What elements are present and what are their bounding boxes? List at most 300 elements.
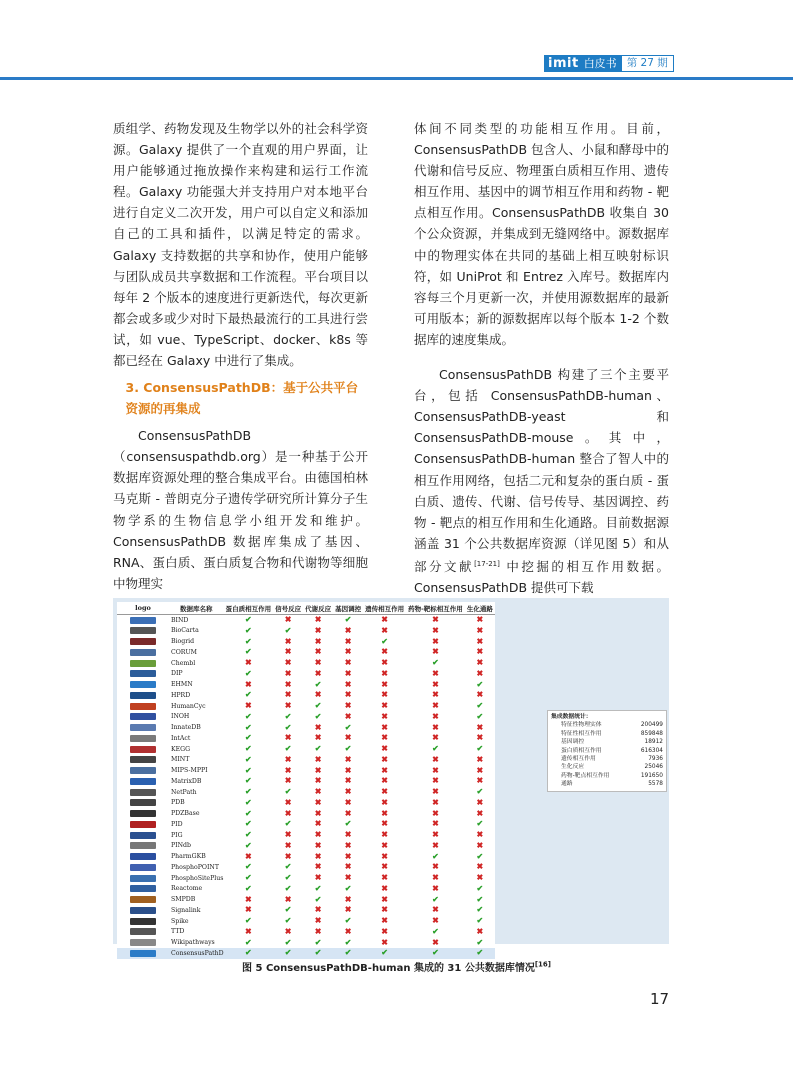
check-icon: ✔ (476, 904, 484, 915)
cross-icon: ✖ (381, 829, 388, 839)
database-name: DIP (169, 669, 224, 680)
database-name: PhosphoSitePlus (169, 873, 224, 884)
database-logo (117, 647, 169, 658)
cross-icon: ✖ (432, 710, 439, 721)
check-icon: ✔ (476, 743, 484, 753)
check-icon: ✔ (245, 786, 252, 796)
cross-icon: ✖ (344, 646, 352, 657)
cross-icon: ✖ (344, 807, 352, 818)
cross-icon: ✖ (245, 657, 252, 667)
cross-icon: ✖ (432, 753, 439, 764)
cross-icon: ✖ (381, 893, 388, 904)
cross-icon: ✖ (476, 796, 484, 807)
cross-icon: ✖ (344, 700, 352, 710)
cross-icon: ✖ (314, 635, 322, 646)
stats-row (551, 772, 663, 780)
cross-icon: ✖ (314, 721, 322, 732)
cross-icon: ✖ (476, 635, 484, 646)
check-icon: ✔ (284, 743, 292, 753)
logo-mark (130, 767, 156, 774)
cross-icon: ✖ (381, 732, 388, 743)
cross-icon: ✖ (344, 678, 352, 689)
cross-icon: ✖ (245, 850, 252, 861)
check-icon: ✔ (476, 710, 484, 721)
left-column (113, 118, 368, 594)
database-name: PIG (169, 830, 224, 841)
cross-icon: ✖ (314, 764, 322, 775)
cross-icon: ✖ (314, 786, 322, 796)
right-column (414, 118, 669, 598)
caption-ref: [16] (534, 960, 551, 969)
cross-icon: ✖ (381, 807, 388, 818)
database-logo (117, 841, 169, 852)
cross-icon: ✖ (344, 796, 352, 807)
column-header: 药物-靶标相互作用 (406, 602, 465, 615)
stats-label: 基因调控 (561, 739, 585, 746)
check-icon: ✔ (314, 700, 322, 710)
database-name: TTD (169, 927, 224, 938)
database-name: PDB (169, 798, 224, 809)
cross-icon: ✖ (344, 829, 352, 839)
logo-mark (130, 692, 156, 699)
cross-icon: ✖ (381, 689, 388, 700)
logo-mark (130, 724, 156, 731)
section-heading: 3. ConsensusPathDB：基于公共平台资源的再集成 (125, 380, 359, 417)
cross-icon: ✖ (314, 829, 322, 839)
check-icon: ✔ (432, 947, 439, 958)
logo-mark (130, 713, 156, 720)
cross-icon: ✖ (344, 925, 352, 936)
check-icon: ✔ (245, 882, 252, 893)
check-icon: ✔ (476, 786, 484, 796)
check-icon: ✔ (284, 915, 292, 925)
logo-mark (130, 950, 156, 957)
right-paragraph-2 (414, 364, 669, 598)
cross-icon: ✖ (284, 700, 292, 710)
left-paragraph-1: 质组学、药物发现及生物学以外的社会科学资源。Galaxy 提供了一个直观的用户界面，让用户能够通过拖放操作来构建和运行工作流程。Galaxy 功能强大并支持用户对本地平台进行自定义二次开发，用户可以自定义和添加自己的工具和插件，以满足特定的需求。Galaxy 支持数据的共享和协作，使用户能够与团队成员共享数据和工作流程。平台项目以每年 2 个版本的速度进行更新迭代，每次更新都会或多或少对时下最热最流行的工具进行尝试，如 vue、TypeScript、docker、k8s 等都已经在 Galaxy 中进行了集成。 (113, 121, 368, 369)
cross-icon: ✖ (284, 689, 292, 700)
header-rule (0, 77, 793, 80)
database-logo (117, 733, 169, 744)
stats-label: 特征性相互作用 (561, 730, 602, 737)
cross-icon: ✖ (432, 915, 439, 925)
logo-mark (130, 832, 156, 839)
logo-mark (130, 735, 156, 742)
column-header: logo (117, 602, 169, 615)
cross-icon: ✖ (344, 689, 352, 700)
cross-icon: ✖ (476, 667, 484, 678)
check-icon: ✔ (245, 861, 252, 872)
database-name: PhosphoPOINT (169, 862, 224, 873)
logo-mark (130, 928, 156, 935)
cross-icon: ✖ (432, 667, 439, 678)
cross-icon: ✖ (314, 624, 322, 635)
cross-icon: ✖ (381, 904, 388, 915)
logo-mark (130, 703, 156, 710)
cross-icon: ✖ (284, 839, 292, 850)
logo-mark (130, 896, 156, 903)
cross-icon: ✖ (476, 689, 484, 700)
check-icon: ✔ (245, 624, 252, 635)
database-logo (117, 680, 169, 691)
stats-title: 集成数据统计： (551, 714, 592, 720)
check-icon: ✔ (476, 882, 484, 893)
database-logo (117, 927, 169, 938)
check-icon: ✔ (432, 657, 439, 667)
database-name: MINT (169, 755, 224, 766)
column-header: 遗传相互作用 (363, 602, 406, 615)
check-icon: ✔ (432, 743, 439, 753)
database-name: PDZBase (169, 809, 224, 820)
check-icon: ✔ (245, 646, 252, 657)
check-icon: ✔ (245, 807, 252, 818)
check-icon: ✔ (245, 667, 252, 678)
check-icon: ✔ (476, 893, 484, 904)
cross-icon: ✖ (381, 861, 388, 872)
logo-mark (130, 821, 156, 828)
cross-icon: ✖ (476, 925, 484, 936)
database-logo (117, 938, 169, 949)
database-logo (117, 905, 169, 916)
database-name: HPRD (169, 690, 224, 701)
check-icon: ✔ (432, 925, 439, 936)
cross-icon: ✖ (344, 850, 352, 861)
check-icon: ✔ (476, 936, 484, 947)
cross-icon: ✖ (314, 657, 322, 667)
check-icon: ✔ (476, 915, 484, 925)
logo-mark (130, 756, 156, 763)
cross-icon: ✖ (432, 635, 439, 646)
cross-icon: ✖ (284, 764, 292, 775)
database-name: Signalink (169, 905, 224, 916)
check-icon: ✔ (245, 764, 252, 775)
cross-icon: ✖ (344, 775, 352, 786)
cross-icon: ✖ (476, 624, 484, 635)
logo-mark (130, 885, 156, 892)
cross-icon: ✖ (432, 678, 439, 689)
table-row (117, 948, 495, 959)
column-header: 信号反应 (273, 602, 303, 615)
cross-icon: ✖ (476, 732, 484, 743)
database-logo (117, 669, 169, 680)
cross-icon: ✖ (381, 678, 388, 689)
right-paragraph-2-b: 中挖掘的相互作用数据。ConsensusPathDB 提供可下载 (414, 559, 669, 596)
check-icon: ✔ (344, 818, 352, 829)
stats-row (551, 730, 663, 738)
database-name: Wikipathways (169, 938, 224, 949)
check-icon: ✔ (476, 818, 484, 829)
check-icon: ✔ (344, 947, 352, 958)
cross-icon: ✖ (314, 861, 322, 872)
stats-value: 5578 (648, 781, 663, 788)
cross-icon: ✖ (432, 936, 439, 947)
citation-ref: [17-21] (474, 559, 500, 568)
check-icon: ✔ (344, 721, 352, 732)
stats-row (551, 738, 663, 746)
check-icon: ✔ (284, 861, 292, 872)
cross-icon: ✖ (381, 839, 388, 850)
cross-icon: ✖ (476, 614, 484, 624)
check-icon: ✔ (245, 614, 252, 624)
check-icon: ✔ (245, 753, 252, 764)
cross-icon: ✖ (284, 925, 292, 936)
cross-icon: ✖ (314, 753, 322, 764)
figure-caption (0, 959, 793, 974)
database-name: ConsensusPathD (169, 948, 224, 959)
stats-row (551, 780, 663, 788)
stats-value: 7936 (648, 756, 663, 763)
database-name: EHMN (169, 680, 224, 691)
check-icon: ✔ (245, 732, 252, 743)
check-icon: ✔ (284, 818, 292, 829)
cross-icon: ✖ (476, 839, 484, 850)
cross-icon: ✖ (245, 904, 252, 915)
logo-mark (130, 746, 156, 753)
cell (363, 948, 406, 959)
check-icon: ✔ (245, 689, 252, 700)
stats-label: 生化反应 (561, 764, 585, 771)
cross-icon: ✖ (381, 667, 388, 678)
cross-icon: ✖ (284, 753, 292, 764)
cross-icon: ✖ (432, 807, 439, 818)
page-number: 17 (650, 990, 670, 1008)
stats-value: 18912 (644, 739, 663, 746)
check-icon: ✔ (245, 829, 252, 839)
cross-icon: ✖ (381, 721, 388, 732)
cross-icon: ✖ (344, 753, 352, 764)
check-icon: ✔ (344, 915, 352, 925)
database-logo (117, 895, 169, 906)
logo-mark (130, 907, 156, 914)
database-name: PharmGKB (169, 852, 224, 863)
cross-icon: ✖ (432, 700, 439, 710)
check-icon: ✔ (284, 882, 292, 893)
cross-icon: ✖ (381, 657, 388, 667)
cross-icon: ✖ (381, 624, 388, 635)
cross-icon: ✖ (344, 667, 352, 678)
cross-icon: ✖ (432, 882, 439, 893)
check-icon: ✔ (284, 936, 292, 947)
stats-row (551, 721, 663, 729)
cross-icon: ✖ (432, 904, 439, 915)
cross-icon: ✖ (432, 721, 439, 732)
cross-icon: ✖ (432, 614, 439, 624)
cross-icon: ✖ (314, 904, 322, 915)
cross-icon: ✖ (432, 775, 439, 786)
check-icon: ✔ (245, 915, 252, 925)
check-icon: ✔ (245, 743, 252, 753)
issue-number: 第 27 期 (621, 55, 674, 72)
logo-mark (130, 617, 156, 624)
cross-icon: ✖ (381, 753, 388, 764)
check-icon: ✔ (432, 850, 439, 861)
cross-icon: ✖ (314, 850, 322, 861)
check-icon: ✔ (245, 839, 252, 850)
database-logo (117, 916, 169, 927)
cross-icon: ✖ (432, 872, 439, 882)
column-header: 数据库名称 (169, 602, 224, 615)
cross-icon: ✖ (344, 786, 352, 796)
check-icon: ✔ (381, 947, 388, 958)
database-name: IntAct (169, 733, 224, 744)
cross-icon: ✖ (284, 732, 292, 743)
cross-icon: ✖ (284, 667, 292, 678)
check-icon: ✔ (314, 743, 322, 753)
stats-label: 药物-靶点相互作用 (561, 772, 610, 779)
stats-value: 200499 (640, 722, 663, 729)
check-icon: ✔ (245, 635, 252, 646)
cross-icon: ✖ (284, 807, 292, 818)
logo-mark (130, 789, 156, 796)
cross-icon: ✖ (314, 915, 322, 925)
stats-value: 25046 (644, 764, 663, 771)
check-icon: ✔ (314, 936, 322, 947)
cross-icon: ✖ (476, 807, 484, 818)
cross-icon: ✖ (432, 624, 439, 635)
cross-icon: ✖ (432, 839, 439, 850)
cross-icon: ✖ (245, 893, 252, 904)
database-logo (117, 712, 169, 723)
check-icon: ✔ (314, 882, 322, 893)
database-logo (117, 852, 169, 863)
column-header: 生化通路 (465, 602, 495, 615)
database-logo (117, 809, 169, 820)
cross-icon: ✖ (344, 710, 352, 721)
cross-icon: ✖ (245, 925, 252, 936)
cross-icon: ✖ (284, 796, 292, 807)
check-icon: ✔ (245, 872, 252, 882)
cross-icon: ✖ (432, 861, 439, 872)
cross-icon: ✖ (245, 700, 252, 710)
cross-icon: ✖ (314, 646, 322, 657)
logo-mark (130, 681, 156, 688)
cross-icon: ✖ (476, 775, 484, 786)
cross-icon: ✖ (381, 796, 388, 807)
cross-icon: ✖ (381, 882, 388, 893)
column-header: 蛋白质相互作用 (224, 602, 274, 615)
cross-icon: ✖ (284, 646, 292, 657)
database-name: NetPath (169, 787, 224, 798)
logo-mark (130, 627, 156, 634)
database-name: MIPS-MPPI (169, 766, 224, 777)
database-logo (117, 819, 169, 830)
logo-mark (130, 853, 156, 860)
database-logo (117, 766, 169, 777)
caption-text: 图 5 ConsensusPathDB-human 集成的 31 公共数据库情况 (242, 963, 535, 974)
database-logo (117, 701, 169, 712)
database-logo (117, 615, 169, 626)
database-name: PID (169, 819, 224, 830)
cross-icon: ✖ (344, 624, 352, 635)
check-icon: ✔ (284, 710, 292, 721)
cross-icon: ✖ (432, 786, 439, 796)
cross-icon: ✖ (381, 764, 388, 775)
cross-icon: ✖ (284, 850, 292, 861)
database-name: Spike (169, 916, 224, 927)
cross-icon: ✖ (432, 732, 439, 743)
database-name: InnateDB (169, 723, 224, 734)
database-logo (117, 862, 169, 873)
check-icon: ✔ (314, 947, 322, 958)
cross-icon: ✖ (476, 753, 484, 764)
check-icon: ✔ (284, 872, 292, 882)
database-logo (117, 626, 169, 637)
cross-icon: ✖ (344, 657, 352, 667)
cross-icon: ✖ (476, 861, 484, 872)
check-icon: ✔ (245, 775, 252, 786)
cross-icon: ✖ (314, 667, 322, 678)
stats-box (547, 710, 667, 792)
database-logo (117, 830, 169, 841)
stats-label: 特征性物理实体 (561, 722, 602, 729)
cross-icon: ✖ (381, 915, 388, 925)
cross-icon: ✖ (284, 775, 292, 786)
check-icon: ✔ (476, 947, 484, 958)
cross-icon: ✖ (314, 818, 322, 829)
check-icon: ✔ (476, 678, 484, 689)
cross-icon: ✖ (476, 657, 484, 667)
logo-mark (130, 778, 156, 785)
check-icon: ✔ (284, 786, 292, 796)
cross-icon: ✖ (245, 678, 252, 689)
cross-icon: ✖ (432, 646, 439, 657)
cross-icon: ✖ (381, 786, 388, 796)
check-icon: ✔ (245, 796, 252, 807)
right-paragraph-2-a: ConsensusPathDB 构建了三个主要平台，包括 ConsensusPathDB-human、ConsensusPathDB-yeast 和 ConsensusPathDB-mouse。其中，ConsensusPathDB-human 整合了智人中的相互作用网络，包括二元和复杂的蛋白质 - 蛋白质、遗传、代谢、信号传导、基因调控、药物 - 靶点的相互作用和生化通路。目前数据源涵盖 31 个公共数据库资源（详见图 5）和从部分文献 (414, 367, 669, 575)
cross-icon: ✖ (284, 678, 292, 689)
logo-mark (130, 638, 156, 645)
cross-icon: ✖ (476, 872, 484, 882)
check-icon: ✔ (344, 882, 352, 893)
logo-mark (130, 799, 156, 806)
cross-icon: ✖ (344, 904, 352, 915)
page-header (544, 55, 674, 72)
database-logo (117, 884, 169, 895)
cross-icon: ✖ (381, 936, 388, 947)
cross-icon: ✖ (314, 925, 322, 936)
cross-icon: ✖ (432, 689, 439, 700)
check-icon: ✔ (344, 614, 352, 624)
cell (303, 948, 333, 959)
cross-icon: ✖ (314, 796, 322, 807)
cross-icon: ✖ (284, 893, 292, 904)
stats-row (551, 755, 663, 763)
cross-icon: ✖ (314, 775, 322, 786)
cross-icon: ✖ (314, 614, 322, 624)
stats-row (551, 747, 663, 755)
cross-icon: ✖ (381, 700, 388, 710)
check-icon: ✔ (314, 710, 322, 721)
database-logo (117, 948, 169, 959)
cross-icon: ✖ (476, 764, 484, 775)
cross-icon: ✖ (381, 775, 388, 786)
cross-icon: ✖ (314, 807, 322, 818)
check-icon: ✔ (284, 947, 292, 958)
stats-row (551, 763, 663, 771)
series-name: 白皮书 (584, 55, 621, 72)
logo-mark (130, 670, 156, 677)
cross-icon: ✖ (344, 893, 352, 904)
column-header: 基因调控 (333, 602, 363, 615)
cross-icon: ✖ (381, 614, 388, 624)
cell (465, 948, 495, 959)
cell (406, 948, 465, 959)
cross-icon: ✖ (314, 689, 322, 700)
cross-icon: ✖ (284, 614, 292, 624)
check-icon: ✔ (314, 678, 322, 689)
logo-mark (130, 649, 156, 656)
database-logo (117, 744, 169, 755)
